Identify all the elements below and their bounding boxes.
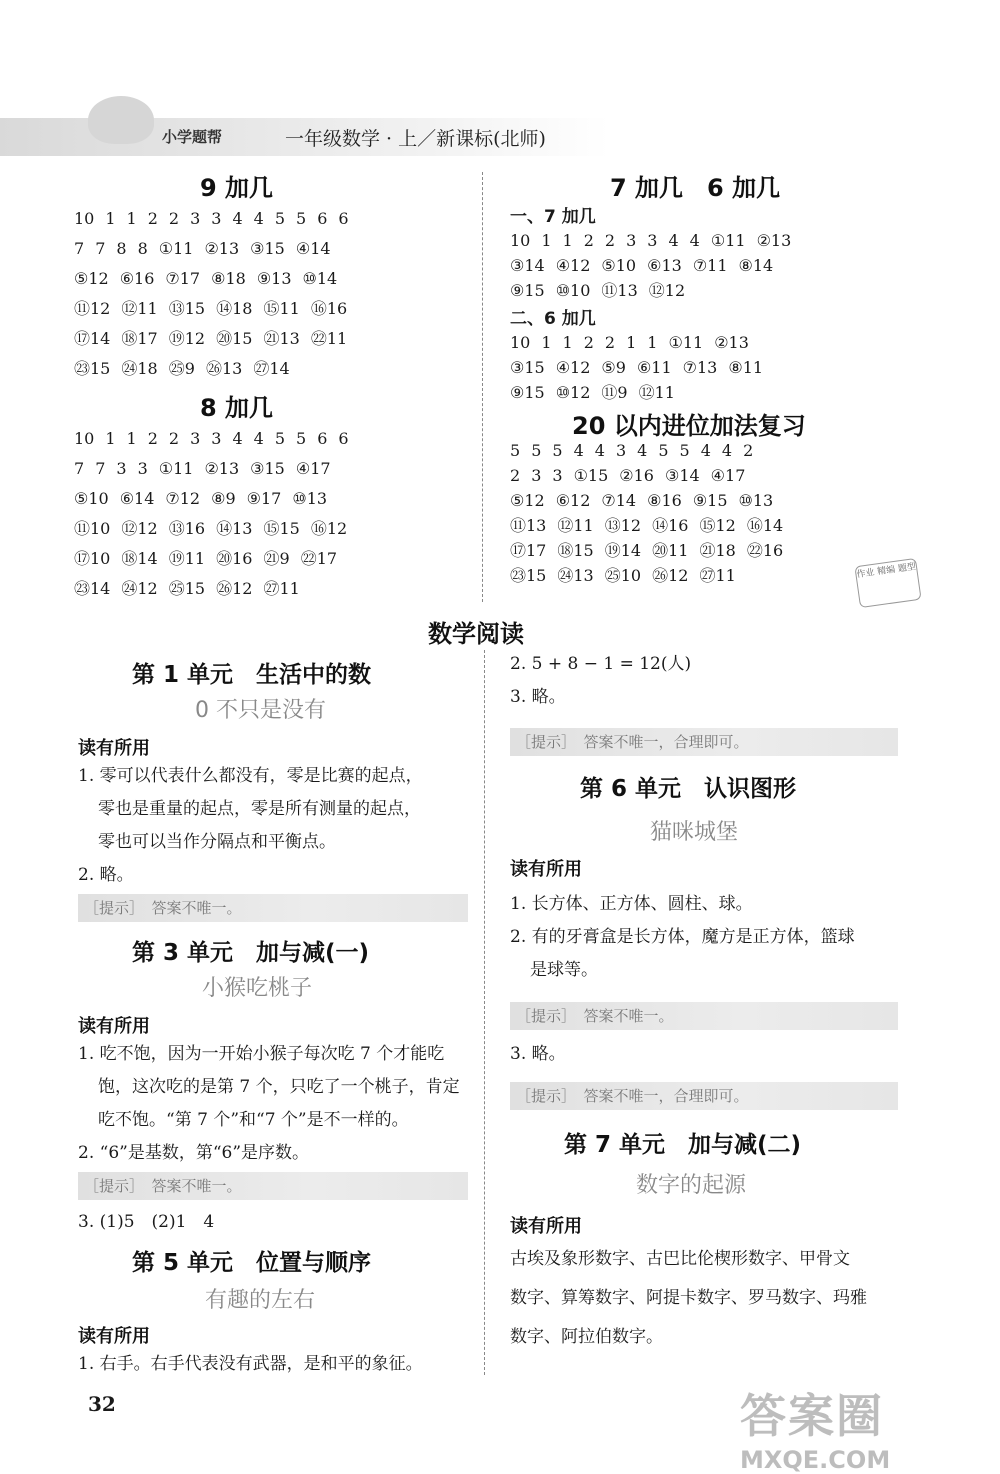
answer-line: 1. 零可以代表什么都没有，零是比赛的起点， — [78, 766, 423, 786]
answer-value: 3 — [190, 209, 201, 228]
book-title: 一年级数学 · 上／新课标(北师) — [285, 128, 546, 150]
answer-value: 4 — [700, 441, 711, 460]
answer-value: 10 — [74, 209, 95, 228]
answer-value: 4 — [637, 441, 648, 460]
answer-value: 7 — [74, 459, 85, 478]
answer-value: ④14 — [295, 239, 331, 258]
answer-value: ㉔13 — [557, 566, 594, 585]
answer-value: ③14 — [510, 256, 545, 275]
unit-6-label: 读有所用 — [510, 859, 582, 880]
answer-value: 2 — [168, 429, 180, 448]
answer-value: ㉕10 — [604, 566, 642, 585]
answer-value: 1 — [105, 209, 116, 228]
unit-6-title: 第 6 单元 认识图形 — [580, 776, 797, 802]
answer-line: 吃不饱。“第 7 个”和“7 个”是不一样的。 — [98, 1110, 409, 1130]
answer-value: ②13 — [204, 459, 240, 478]
section-title-20: 20 以内进位加法复习 — [572, 412, 806, 440]
answer-value: 2 — [147, 209, 158, 228]
answer-value: 4 — [573, 441, 584, 460]
answer-value: 1 — [626, 333, 637, 352]
answer-value: ⑧11 — [728, 358, 764, 377]
answer-value: ⑥12 — [555, 491, 591, 510]
unit-5-answers — [78, 1348, 478, 1381]
answer-value: ④17 — [710, 466, 746, 485]
unit-5-title: 第 5 单元 位置与顺序 — [132, 1250, 372, 1276]
answer-value: ㉑18 — [699, 541, 736, 560]
answer-value: 1 — [541, 231, 552, 250]
answer-row — [74, 514, 360, 544]
answer-value: 6 — [338, 209, 349, 228]
answer-value: ⑱14 — [121, 549, 158, 568]
answer-value: 6 — [338, 429, 349, 448]
answer-row — [74, 204, 360, 234]
answer-value: 4 — [253, 209, 264, 228]
answer-value: ⑦17 — [165, 269, 201, 288]
answer-value: ㉓15 — [510, 566, 547, 585]
answer-value: ②16 — [619, 466, 654, 485]
answer-block-20 — [510, 438, 794, 588]
answer-value: 5 — [296, 209, 307, 228]
hint-box: ［提示］ 答案不唯一，合理即可。 — [510, 1082, 898, 1110]
column-divider — [482, 172, 483, 602]
unit-1-answers — [78, 760, 478, 892]
answer-value: 7 — [74, 239, 85, 258]
answer-row — [74, 294, 360, 324]
answer-line: 古埃及象形数字、古巴比伦楔形数字、甲骨文 — [510, 1249, 850, 1269]
answer-value: 4 — [594, 441, 605, 460]
answer-line: 2. 略。 — [78, 865, 134, 885]
unit-7-answers — [510, 1240, 940, 1357]
answer-line: 2. “6”是基数，第“6”是序数。 — [78, 1143, 310, 1163]
answer-value: 3 — [552, 466, 563, 485]
answer-row — [74, 544, 360, 574]
answer-value: ⑬15 — [168, 299, 206, 318]
unit-3-title: 第 3 单元 加与减(一) — [132, 940, 370, 966]
answer-value: 7 — [95, 239, 106, 258]
answer-value: 2 — [743, 441, 754, 460]
answer-block-9 — [74, 204, 360, 384]
answer-value: 2 — [583, 333, 594, 352]
watermark — [740, 1380, 990, 1474]
answer-value: ①15 — [573, 466, 609, 485]
answer-line: 是球等。 — [530, 960, 598, 980]
answer-value: ⑭16 — [652, 516, 689, 535]
answer-value: ③14 — [664, 466, 700, 485]
answer-value: ⑫11 — [638, 383, 675, 402]
answer-row — [74, 324, 360, 354]
answer-value: ⑧9 — [211, 489, 236, 508]
answer-value: ⑪12 — [74, 299, 111, 318]
answer-value: ⑩13 — [292, 489, 328, 508]
answer-value: 10 — [74, 429, 95, 448]
answer-value: 3 — [211, 429, 222, 448]
answer-value: ㉖12 — [652, 566, 689, 585]
page-number: 32 — [88, 1392, 116, 1416]
subsection-6: 二、6 加几 — [510, 309, 596, 329]
answer-line: 数字、算筹数字、阿提卡数字、罗马数字、玛雅 — [510, 1288, 867, 1308]
answer-value: ②13 — [714, 333, 749, 352]
answer-value: ㉒11 — [310, 329, 348, 348]
answer-line: 1. 长方体、正方体、圆柱、球。 — [510, 894, 753, 914]
watermark-logo-text: 答案圈 — [740, 1389, 884, 1443]
answer-value: 2 — [147, 429, 158, 448]
answer-value: ③15 — [250, 459, 285, 478]
answer-value: 5 — [679, 441, 690, 460]
answer-value: ⑮11 — [263, 299, 300, 318]
answer-row — [510, 380, 774, 405]
answer-value: 4 — [232, 429, 243, 448]
answer-row — [510, 355, 774, 380]
answer-value: 1 — [541, 333, 552, 352]
hint-box: ［提示］ 答案不唯一。 — [510, 1002, 898, 1030]
answer-value: 4 — [232, 209, 243, 228]
answer-value: ⑩14 — [302, 269, 338, 288]
answer-value: ⑧14 — [738, 256, 774, 275]
answer-line: 3. 略。 — [510, 687, 566, 707]
answer-value: 3 — [647, 231, 658, 250]
answer-value: 5 — [274, 429, 286, 448]
answer-value: 8 — [137, 239, 148, 258]
hint-box: ［提示］ 答案不唯一，合理即可。 — [510, 728, 898, 756]
answer-value: ⑪13 — [601, 281, 638, 300]
answer-line: 饱，这次吃的是第 7 个，只吃了一个桃子，肯定 — [98, 1077, 460, 1097]
answer-value: ②13 — [204, 239, 240, 258]
answer-value: ⑧18 — [211, 269, 246, 288]
answer-value: ⑫11 — [121, 299, 158, 318]
answer-value: ⑨17 — [246, 489, 282, 508]
answer-value: 2 — [604, 231, 616, 250]
answer-value: ⑥14 — [119, 489, 155, 508]
answer-value: ⑬12 — [604, 516, 642, 535]
answer-value: ⑰10 — [74, 549, 111, 568]
answer-value: ⑫12 — [121, 519, 158, 538]
answer-value: ⑩13 — [738, 491, 774, 510]
answer-value: ①11 — [710, 231, 746, 250]
answer-value: 5 — [658, 441, 669, 460]
answer-line: 1. 右手。右手代表没有武器，是和平的象征。 — [78, 1354, 423, 1374]
answer-line: 2. 有的牙膏盒是长方体，魔方是正方体，篮球 — [510, 927, 855, 947]
stamp-icon: 作业 精编 题型 — [854, 558, 921, 608]
answer-value: ㉖12 — [216, 579, 253, 598]
brand-name: 小学题帮 — [162, 128, 223, 146]
answer-value: ⑦13 — [682, 358, 718, 377]
answer-value: 5 — [531, 441, 542, 460]
mushroom-logo-icon — [88, 96, 154, 144]
answer-value: ⑨15 — [510, 281, 545, 300]
answer-value: ⑬16 — [168, 519, 206, 538]
answer-value: 3 — [190, 429, 201, 448]
unit-3-label: 读有所用 — [78, 1016, 150, 1037]
answer-value: 3 — [615, 441, 627, 460]
watermark-url: MXQE.COM — [740, 1446, 891, 1474]
answer-value: ㉑9 — [263, 549, 290, 568]
unit-7-title: 第 7 单元 加与减(二) — [564, 1132, 802, 1158]
answer-value: ⑦11 — [692, 256, 728, 275]
answer-row — [510, 438, 794, 463]
section-title-7-6: 7 加几 6 加几 — [610, 174, 781, 202]
answer-value: 3 — [531, 466, 542, 485]
answer-value: 7 — [95, 459, 106, 478]
answer-value: 4 — [253, 429, 264, 448]
answer-value: 5 — [552, 441, 563, 460]
section-title-8: 8 加几 — [200, 394, 274, 422]
answer-value: 2 — [583, 231, 594, 250]
answer-value: ⑳16 — [216, 549, 253, 568]
answer-row — [510, 228, 802, 253]
answer-value: 6 — [317, 429, 328, 448]
answer-value: ⑨15 — [692, 491, 728, 510]
answer-value: ⑥16 — [119, 269, 155, 288]
answer-value: ⑨15 — [510, 383, 545, 402]
answer-value: ⑩12 — [555, 383, 591, 402]
answer-value: 5 — [296, 429, 307, 448]
answer-value: 5 — [274, 209, 286, 228]
answer-value: ⑪9 — [601, 383, 628, 402]
answer-value: ⑲12 — [168, 329, 206, 348]
unit-1-story: 0 不只是没有 — [195, 698, 326, 723]
answer-value: 10 — [510, 333, 531, 352]
unit-7-label: 读有所用 — [510, 1216, 582, 1237]
answer-value: 2 — [510, 466, 521, 485]
answer-value: 3 — [137, 459, 148, 478]
answer-value: ㉒16 — [746, 541, 784, 560]
answer-value: ⑤10 — [601, 256, 637, 275]
unit-5-answers-cont — [510, 648, 930, 714]
answer-value: ⑰14 — [74, 329, 111, 348]
answer-value: ⑯12 — [310, 519, 348, 538]
answer-row — [74, 424, 360, 454]
unit-3-answers — [78, 1038, 478, 1170]
answer-value: ④12 — [555, 358, 591, 377]
answer-line: 零也可以当作分隔点和平衡点。 — [98, 832, 336, 852]
answer-value: ⑪10 — [74, 519, 111, 538]
answer-block-7 — [510, 228, 802, 303]
answer-value: ⑤9 — [601, 358, 626, 377]
answer-value: ㉗14 — [253, 359, 290, 378]
answer-row — [74, 354, 360, 384]
answer-value: ㉗11 — [263, 579, 300, 598]
answer-value: 1 — [647, 333, 658, 352]
answer-line: 3. 略。 — [510, 1044, 566, 1064]
subsection-7: 一、7 加几 — [510, 207, 596, 227]
answer-value: ⑲14 — [604, 541, 642, 560]
answer-value: ⑰17 — [510, 541, 547, 560]
answer-row — [510, 488, 794, 513]
answer-row — [74, 264, 360, 294]
answer-value: ⑫11 — [557, 516, 594, 535]
answer-value: ⑭13 — [216, 519, 253, 538]
answer-value: ⑱15 — [557, 541, 594, 560]
hint-box: ［提示］ 答案不唯一。 — [78, 1172, 468, 1200]
answer-value: ⑱17 — [121, 329, 158, 348]
answer-line: 3. (1)5 (2)1 4 — [78, 1212, 215, 1232]
unit-3-story: 小猴吃桃子 — [202, 976, 313, 1001]
answer-value: ⑤10 — [74, 489, 109, 508]
answer-value: ㉕9 — [168, 359, 195, 378]
answer-row — [74, 484, 360, 514]
answer-value: ⑦14 — [601, 491, 637, 510]
hint-box: ［提示］ 答案不唯一。 — [78, 894, 468, 922]
answer-row — [510, 253, 802, 278]
answer-block-8 — [74, 424, 360, 604]
answer-value: ⑭18 — [216, 299, 253, 318]
unit-6-story: 猫咪城堡 — [650, 820, 739, 845]
answer-value: ㉗11 — [699, 566, 736, 585]
answer-value: ⑥11 — [636, 358, 672, 377]
answer-row — [510, 538, 794, 563]
answer-line: 1. 吃不饱，因为一开始小猴子每次吃 7 个才能吃 — [78, 1044, 445, 1064]
answer-row — [510, 513, 794, 538]
column-divider — [484, 650, 485, 1375]
answer-line: 数字、阿拉伯数字。 — [510, 1327, 663, 1347]
section-title-9: 9 加几 — [200, 174, 274, 202]
answer-value: ④12 — [555, 256, 591, 275]
answer-value: ⑫12 — [648, 281, 686, 300]
answer-value: ⑳11 — [652, 541, 689, 560]
answer-value: ③15 — [250, 239, 285, 258]
answer-value: 4 — [721, 441, 733, 460]
answer-value: ㉓15 — [74, 359, 111, 378]
answer-value: ⑲11 — [168, 549, 206, 568]
answer-value: ①11 — [158, 459, 194, 478]
answer-value: ⑯16 — [310, 299, 348, 318]
reading-title: 数学阅读 — [428, 620, 524, 648]
answer-row — [74, 234, 360, 264]
answer-value: ⑤12 — [74, 269, 109, 288]
answer-value: 2 — [604, 333, 616, 352]
answer-value: ㉖13 — [205, 359, 243, 378]
answer-value: ①11 — [668, 333, 704, 352]
answer-value: ④17 — [295, 459, 331, 478]
answer-line: 零也是重量的起点，零是所有测量的起点， — [98, 799, 421, 819]
answer-value: 3 — [211, 209, 222, 228]
answer-value: 1 — [562, 333, 573, 352]
answer-value: ⑥13 — [647, 256, 682, 275]
answer-value: 4 — [689, 231, 700, 250]
answer-value: 2 — [168, 209, 180, 228]
answer-value: ㉓14 — [74, 579, 111, 598]
unit-1-label: 读有所用 — [78, 738, 150, 759]
unit-1-title: 第 1 单元 生活中的数 — [132, 662, 372, 688]
unit-5-story: 有趣的左右 — [205, 1288, 316, 1313]
answer-value: ⑳15 — [216, 329, 253, 348]
unit-7-story: 数字的起源 — [636, 1173, 747, 1198]
answer-value: ⑨13 — [256, 269, 292, 288]
answer-value: ⑮15 — [263, 519, 300, 538]
answer-value: ⑤12 — [510, 491, 545, 510]
answer-value: ③15 — [510, 358, 545, 377]
answer-value: ⑩10 — [555, 281, 591, 300]
unit-5-label: 读有所用 — [78, 1326, 150, 1347]
answer-value: 1 — [126, 429, 137, 448]
answer-value: 8 — [116, 239, 127, 258]
answer-value: 5 — [510, 441, 521, 460]
answer-value: ⑧16 — [647, 491, 682, 510]
answer-value: 1 — [126, 209, 137, 228]
answer-row — [74, 574, 360, 604]
answer-value: ⑮12 — [699, 516, 736, 535]
answer-row — [510, 330, 774, 355]
answer-value: 1 — [105, 429, 116, 448]
answer-row — [510, 278, 802, 303]
answer-row — [74, 454, 360, 484]
answer-value: 1 — [562, 231, 573, 250]
answer-value: ⑦12 — [165, 489, 201, 508]
unit-6-answers — [510, 888, 930, 987]
answer-line: 2. 5 + 8 − 1 = 12(人) — [510, 654, 692, 674]
answer-value: ㉔12 — [121, 579, 158, 598]
answer-value: ㉒17 — [300, 549, 338, 568]
answer-value: ①11 — [158, 239, 194, 258]
answer-value: ⑪13 — [510, 516, 547, 535]
answer-value: ㉔18 — [121, 359, 158, 378]
answer-value: 3 — [626, 231, 637, 250]
answer-value: 6 — [317, 209, 328, 228]
answer-value: ②13 — [756, 231, 792, 250]
answer-row — [510, 463, 794, 488]
answer-value: 4 — [668, 231, 679, 250]
answer-value: ㉑13 — [263, 329, 300, 348]
answer-block-6 — [510, 330, 774, 405]
answer-value: ㉕15 — [168, 579, 206, 598]
answer-value: 3 — [116, 459, 127, 478]
answer-value: 10 — [510, 231, 531, 250]
answer-row — [510, 563, 794, 588]
answer-value: ⑯14 — [746, 516, 784, 535]
